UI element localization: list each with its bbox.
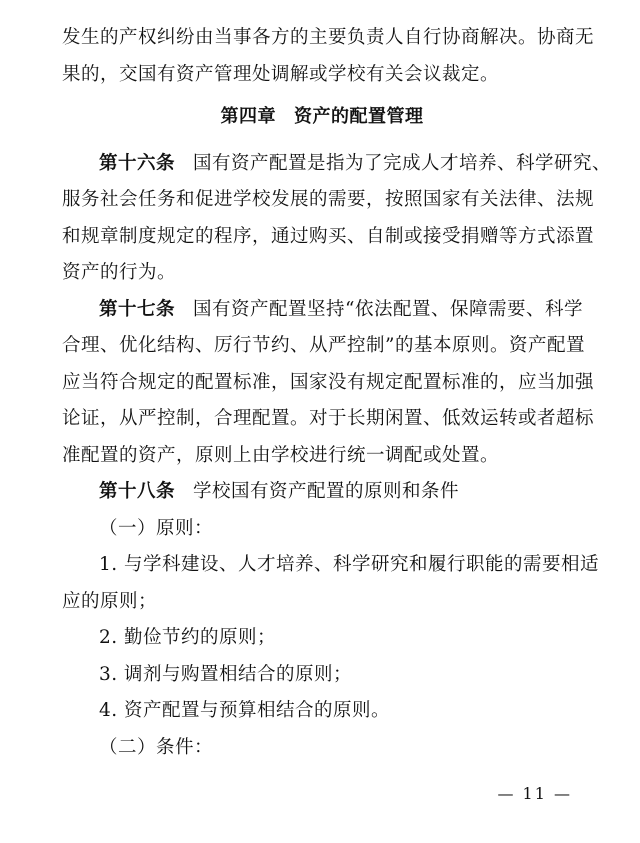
document-page [62,20,612,766]
article-16-text: 国有资产配置是指为了完成人才培养、科学研究、 [193,152,612,174]
list-item: 3. 调剂与购置相结合的原则； [99,663,353,685]
list-item: 4. 资产配置与预算相结合的原则。 [99,700,391,721]
section-principles: （一）原则： [99,517,214,539]
list-item: 1. 与学科建设、人才培养、科学研究和履行职能的需要相适 [99,554,600,575]
intro-line-2: 果的，交国有资产管理处调解或学校有关会议裁定。 [62,63,500,85]
article-17-line: 论证，从严控制，合理配置。对于长期闲置、低效运转或者超标 [62,408,595,429]
article-17-line: 准配置的资产，原则上由学校进行统一调配或处置。 [62,444,500,466]
article-17-line: 应当符合规定的配置标准，国家没有规定配置标准的，应当加强 [62,371,595,393]
chapter-heading [62,99,582,136]
article-18-text: 学校国有资产配置的原则和条件 [193,481,460,502]
page-number: — 11 — [497,784,572,803]
article-18-first-line [62,474,582,511]
list-item: 2. 勤俭节约的原则； [99,627,277,648]
article-17-label: 第十七条 [99,298,176,320]
section-conditions: （二）条件： [99,736,214,758]
chapter-number: 第四章 [220,106,276,127]
article-16-label: 第十六条 [99,152,176,174]
article-17-text: 国有资产配置坚持“依法配置、保障需要、科学 [193,298,583,320]
article-16-line: 和规章制度规定的程序，通过购买、自制或接受捐赠等方式添置 [62,225,595,247]
article-17-line: 合理、优化结构、厉行节约、从严控制”的基本原则。资产配置 [62,335,585,356]
chapter-title: 资产的配置管理 [294,106,424,127]
article-17-first-line [62,292,582,329]
article-18-label: 第十八条 [99,481,176,502]
article-16-line: 资产的行为。 [62,262,177,283]
article-16-line: 服务社会任务和促进学校发展的需要，按照国家有关法律、法规 [62,189,595,210]
article-16-first-line [62,146,612,183]
list-item-continuation: 应的原则； [62,590,158,612]
intro-line-1: 发生的产权纠纷由当事各方的主要负责人自行协商解决。协商无 [62,27,595,48]
